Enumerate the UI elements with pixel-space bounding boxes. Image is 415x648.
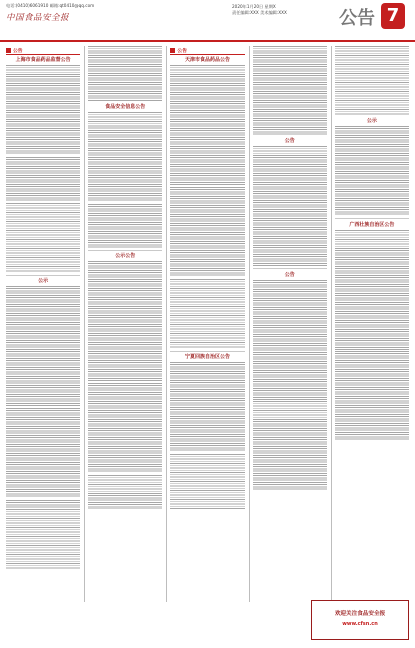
newspaper-brand: 中国食品安全报: [6, 13, 70, 23]
notice-title: 宁夏回族自治区公告: [185, 354, 231, 361]
columns: [6, 46, 409, 602]
notice-body: [253, 401, 327, 491]
divider: [253, 268, 327, 269]
issue-meta: [232, 4, 287, 16]
notice-body: [6, 203, 80, 273]
column-3-section-head: [170, 46, 244, 55]
notice-body: [88, 475, 162, 509]
column-3: [166, 46, 244, 602]
divider: [6, 275, 80, 276]
column-3-heading: 公告: [177, 48, 188, 54]
notice-title: 公示: [366, 118, 377, 124]
notice-body: [6, 408, 80, 498]
notice-body: [6, 65, 80, 155]
section-title: 公告: [339, 8, 375, 29]
section-marker-icon: [6, 48, 11, 53]
divider: [170, 351, 244, 352]
notice-body: [335, 126, 409, 216]
notice-body: [6, 286, 80, 406]
notice-body: [6, 500, 80, 570]
divider: [335, 218, 409, 219]
notice-title: 公示: [38, 278, 49, 285]
contact-line: 电话:(0410)6061910 邮箱:qt0410@qq.com: [6, 3, 95, 8]
notice-title: 上海市食品药品监督公告: [15, 57, 71, 63]
divider: [88, 250, 162, 251]
column-5: [331, 46, 409, 602]
notice-body: [335, 351, 409, 441]
notice-body: [88, 204, 162, 248]
page-number: 7: [381, 3, 405, 29]
notice-title: 公告: [284, 138, 295, 144]
column-2: [84, 46, 162, 602]
notice-body: [88, 46, 162, 102]
editor-credits: 责任编辑:XXX 美术编辑:XXX: [232, 10, 287, 15]
notice-body: [88, 383, 162, 473]
notice-body: [253, 46, 327, 136]
notice-body: [170, 362, 244, 452]
notice-body: [253, 280, 327, 400]
notice-title: 食品安全信息公告: [105, 104, 146, 110]
masthead: [0, 0, 415, 42]
notice-body: [170, 65, 244, 185]
column-1-heading: 公告: [13, 48, 23, 54]
notice-body: [88, 112, 162, 202]
notice-body: [170, 454, 244, 510]
notice-body: [170, 187, 244, 277]
issue-date: 2020年1月20日 星期X: [232, 4, 276, 9]
notice-body: [253, 146, 327, 266]
notice-title: 公告: [284, 271, 295, 278]
ad-title: 欢迎关注食品安全报: [334, 611, 386, 617]
column-4: [249, 46, 327, 602]
notice-body: [335, 46, 409, 116]
ad-url[interactable]: www.cfsn.cn: [342, 621, 378, 627]
notice-body: [88, 261, 162, 381]
bottom-ad[interactable]: [311, 600, 409, 640]
notice-title: 公示公告: [115, 253, 136, 260]
notice-body: [335, 230, 409, 350]
section-marker-icon: [170, 48, 175, 53]
notice-title: 天津市食品药品公告: [185, 57, 231, 63]
column-1-section-head: [6, 46, 80, 55]
notice-body: [6, 157, 80, 201]
notice-body: [170, 279, 244, 349]
column-1: [6, 46, 80, 602]
notice-title: 广西壮族自治区公告: [349, 221, 395, 228]
